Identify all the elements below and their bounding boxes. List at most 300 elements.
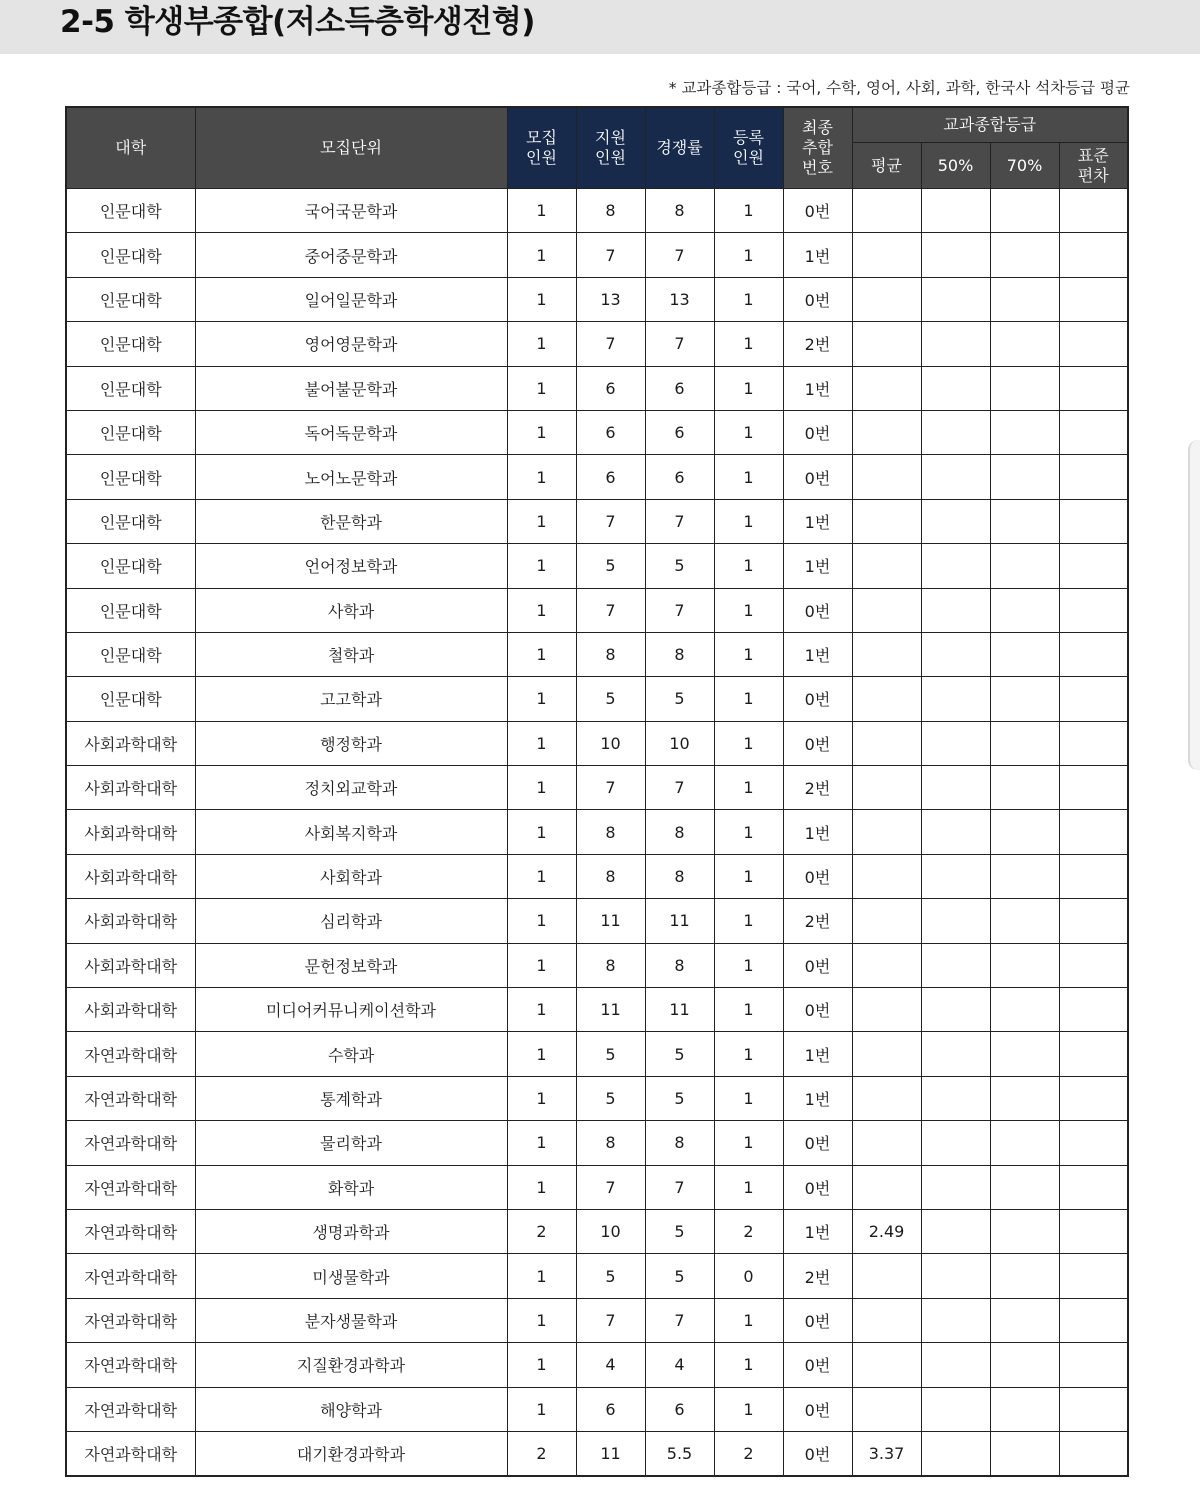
cell-ratio: 6 xyxy=(645,366,714,410)
cell-applicants: 7 xyxy=(576,588,645,632)
cell-quota: 1 xyxy=(507,1387,576,1431)
cell-unit: 미디어커뮤니케이션학과 xyxy=(195,988,507,1032)
cell-enrolled: 1 xyxy=(714,499,783,543)
cell-applicants: 8 xyxy=(576,810,645,854)
cell-enrolled: 1 xyxy=(714,677,783,721)
cell-p50 xyxy=(921,410,990,454)
scroll-handle[interactable] xyxy=(1188,440,1200,770)
cell-avg xyxy=(852,899,921,943)
cell-unit: 지질환경과학과 xyxy=(195,1343,507,1387)
cell-college: 사회과학대학 xyxy=(66,988,195,1032)
cell-final-rank: 0번 xyxy=(783,988,852,1032)
header-final-rank xyxy=(783,107,852,189)
cell-p70 xyxy=(990,632,1059,676)
cell-p50 xyxy=(921,1431,990,1476)
page-title: 2-5 학생부종합(저소득층학생전형) xyxy=(60,4,535,40)
cell-college: 인문대학 xyxy=(66,322,195,366)
cell-avg xyxy=(852,1165,921,1209)
cell-p70 xyxy=(990,366,1059,410)
cell-stdev xyxy=(1059,1254,1128,1298)
cell-ratio: 7 xyxy=(645,499,714,543)
cell-quota: 1 xyxy=(507,1298,576,1342)
cell-enrolled: 1 xyxy=(714,366,783,410)
table-row xyxy=(66,899,1128,943)
cell-ratio: 8 xyxy=(645,632,714,676)
cell-p50 xyxy=(921,810,990,854)
cell-applicants: 6 xyxy=(576,410,645,454)
cell-applicants: 7 xyxy=(576,499,645,543)
cell-stdev xyxy=(1059,499,1128,543)
cell-final-rank: 1번 xyxy=(783,1032,852,1076)
cell-quota: 1 xyxy=(507,1343,576,1387)
cell-p70 xyxy=(990,410,1059,454)
cell-stdev xyxy=(1059,632,1128,676)
header-stdev-text: 표준 편차 xyxy=(1077,145,1109,185)
cell-ratio: 4 xyxy=(645,1343,714,1387)
header-quota xyxy=(507,107,576,189)
cell-final-rank: 0번 xyxy=(783,189,852,233)
cell-p50 xyxy=(921,366,990,410)
table-row xyxy=(66,455,1128,499)
cell-p50 xyxy=(921,677,990,721)
cell-final-rank: 0번 xyxy=(783,677,852,721)
header-enrolled xyxy=(714,107,783,189)
cell-quota: 1 xyxy=(507,277,576,321)
cell-college: 자연과학대학 xyxy=(66,1076,195,1120)
cell-enrolled: 1 xyxy=(714,1032,783,1076)
cell-p70 xyxy=(990,322,1059,366)
table-row xyxy=(66,1343,1128,1387)
cell-stdev xyxy=(1059,721,1128,765)
title-bar xyxy=(0,0,1200,54)
cell-unit: 일어일문학과 xyxy=(195,277,507,321)
cell-ratio: 7 xyxy=(645,1298,714,1342)
cell-p50 xyxy=(921,1032,990,1076)
table-row xyxy=(66,322,1128,366)
cell-stdev xyxy=(1059,1165,1128,1209)
cell-enrolled: 1 xyxy=(714,189,783,233)
cell-applicants: 11 xyxy=(576,899,645,943)
cell-unit: 영어영문학과 xyxy=(195,322,507,366)
cell-applicants: 7 xyxy=(576,1165,645,1209)
cell-p70 xyxy=(990,1076,1059,1120)
cell-avg xyxy=(852,943,921,987)
cell-stdev xyxy=(1059,1387,1128,1431)
cell-p50 xyxy=(921,721,990,765)
cell-final-rank: 0번 xyxy=(783,721,852,765)
cell-p50 xyxy=(921,943,990,987)
cell-stdev xyxy=(1059,233,1128,277)
cell-avg xyxy=(852,410,921,454)
cell-quota: 1 xyxy=(507,544,576,588)
cell-final-rank: 0번 xyxy=(783,943,852,987)
cell-ratio: 7 xyxy=(645,766,714,810)
cell-stdev xyxy=(1059,1209,1128,1253)
cell-final-rank: 2번 xyxy=(783,766,852,810)
cell-unit: 미생물학과 xyxy=(195,1254,507,1298)
cell-unit: 생명과학과 xyxy=(195,1209,507,1253)
cell-enrolled: 1 xyxy=(714,455,783,499)
cell-ratio: 8 xyxy=(645,189,714,233)
cell-p70 xyxy=(990,766,1059,810)
cell-college: 자연과학대학 xyxy=(66,1298,195,1342)
cell-final-rank: 1번 xyxy=(783,233,852,277)
header-enrolled-text: 등록 인원 xyxy=(733,128,764,167)
cell-ratio: 7 xyxy=(645,1165,714,1209)
cell-p70 xyxy=(990,677,1059,721)
cell-p70 xyxy=(990,1298,1059,1342)
cell-quota: 1 xyxy=(507,810,576,854)
cell-quota: 2 xyxy=(507,1209,576,1253)
cell-unit: 정치외교학과 xyxy=(195,766,507,810)
table-row xyxy=(66,943,1128,987)
cell-stdev xyxy=(1059,988,1128,1032)
header-applicants xyxy=(576,107,645,189)
cell-final-rank: 1번 xyxy=(783,499,852,543)
cell-p70 xyxy=(990,1387,1059,1431)
cell-enrolled: 1 xyxy=(714,1165,783,1209)
cell-quota: 1 xyxy=(507,499,576,543)
cell-unit: 사학과 xyxy=(195,588,507,632)
cell-p50 xyxy=(921,1254,990,1298)
cell-ratio: 5 xyxy=(645,1209,714,1253)
cell-avg xyxy=(852,810,921,854)
table-body xyxy=(66,189,1128,1477)
header-stdev xyxy=(1059,143,1128,189)
cell-quota: 1 xyxy=(507,1254,576,1298)
cell-final-rank: 0번 xyxy=(783,1165,852,1209)
cell-unit: 수학과 xyxy=(195,1032,507,1076)
cell-college: 자연과학대학 xyxy=(66,1431,195,1476)
cell-ratio: 7 xyxy=(645,322,714,366)
cell-p70 xyxy=(990,189,1059,233)
cell-applicants: 4 xyxy=(576,1343,645,1387)
cell-p70 xyxy=(990,1032,1059,1076)
cell-unit: 사회학과 xyxy=(195,854,507,898)
table-row xyxy=(66,988,1128,1032)
cell-p50 xyxy=(921,544,990,588)
cell-quota: 1 xyxy=(507,189,576,233)
cell-college: 자연과학대학 xyxy=(66,1121,195,1165)
cell-avg: 3.37 xyxy=(852,1431,921,1476)
cell-college: 사회과학대학 xyxy=(66,810,195,854)
cell-avg xyxy=(852,233,921,277)
cell-avg xyxy=(852,322,921,366)
cell-avg xyxy=(852,1298,921,1342)
cell-avg xyxy=(852,677,921,721)
cell-avg xyxy=(852,1387,921,1431)
cell-applicants: 6 xyxy=(576,366,645,410)
cell-applicants: 5 xyxy=(576,544,645,588)
cell-applicants: 5 xyxy=(576,1032,645,1076)
cell-p50 xyxy=(921,1387,990,1431)
cell-ratio: 5 xyxy=(645,1254,714,1298)
cell-final-rank: 0번 xyxy=(783,410,852,454)
cell-avg xyxy=(852,277,921,321)
cell-enrolled: 1 xyxy=(714,277,783,321)
table-row xyxy=(66,766,1128,810)
cell-applicants: 11 xyxy=(576,988,645,1032)
cell-avg xyxy=(852,988,921,1032)
table-row xyxy=(66,677,1128,721)
cell-p50 xyxy=(921,588,990,632)
cell-ratio: 11 xyxy=(645,899,714,943)
cell-unit: 국어국문학과 xyxy=(195,189,507,233)
cell-college: 인문대학 xyxy=(66,588,195,632)
cell-stdev xyxy=(1059,189,1128,233)
cell-unit: 철학과 xyxy=(195,632,507,676)
cell-applicants: 8 xyxy=(576,943,645,987)
cell-ratio: 5 xyxy=(645,1076,714,1120)
cell-quota: 1 xyxy=(507,766,576,810)
cell-p50 xyxy=(921,899,990,943)
cell-unit: 통계학과 xyxy=(195,1076,507,1120)
cell-final-rank: 0번 xyxy=(783,277,852,321)
cell-p70 xyxy=(990,588,1059,632)
table-row xyxy=(66,1032,1128,1076)
cell-unit: 해양학과 xyxy=(195,1387,507,1431)
cell-applicants: 5 xyxy=(576,677,645,721)
cell-enrolled: 1 xyxy=(714,1387,783,1431)
cell-unit: 화학과 xyxy=(195,1165,507,1209)
cell-college: 사회과학대학 xyxy=(66,899,195,943)
table-row xyxy=(66,721,1128,765)
table-row xyxy=(66,588,1128,632)
cell-ratio: 7 xyxy=(645,233,714,277)
cell-ratio: 11 xyxy=(645,988,714,1032)
cell-quota: 1 xyxy=(507,632,576,676)
cell-p70 xyxy=(990,1431,1059,1476)
table-row xyxy=(66,632,1128,676)
cell-final-rank: 2번 xyxy=(783,1254,852,1298)
cell-applicants: 8 xyxy=(576,189,645,233)
cell-college: 인문대학 xyxy=(66,410,195,454)
cell-enrolled: 1 xyxy=(714,988,783,1032)
cell-stdev xyxy=(1059,677,1128,721)
cell-final-rank: 0번 xyxy=(783,1121,852,1165)
cell-applicants: 10 xyxy=(576,721,645,765)
header-grade-group: 교과종합등급 xyxy=(852,107,1128,143)
header-applicants-text: 지원 인원 xyxy=(595,128,626,167)
cell-final-rank: 0번 xyxy=(783,1343,852,1387)
cell-p50 xyxy=(921,988,990,1032)
cell-p50 xyxy=(921,277,990,321)
cell-quota: 1 xyxy=(507,1121,576,1165)
cell-quota: 1 xyxy=(507,721,576,765)
cell-unit: 대기환경과학과 xyxy=(195,1431,507,1476)
cell-avg xyxy=(852,1121,921,1165)
table-row xyxy=(66,1209,1128,1253)
cell-enrolled: 1 xyxy=(714,632,783,676)
cell-avg xyxy=(852,366,921,410)
cell-quota: 2 xyxy=(507,1431,576,1476)
cell-final-rank: 1번 xyxy=(783,1209,852,1253)
cell-final-rank: 0번 xyxy=(783,588,852,632)
cell-ratio: 8 xyxy=(645,810,714,854)
cell-avg xyxy=(852,455,921,499)
cell-stdev xyxy=(1059,410,1128,454)
cell-avg: 2.49 xyxy=(852,1209,921,1253)
cell-ratio: 5.5 xyxy=(645,1431,714,1476)
cell-college: 인문대학 xyxy=(66,366,195,410)
cell-college: 사회과학대학 xyxy=(66,854,195,898)
cell-stdev xyxy=(1059,899,1128,943)
cell-unit: 문헌정보학과 xyxy=(195,943,507,987)
table-row xyxy=(66,854,1128,898)
cell-applicants: 5 xyxy=(576,1254,645,1298)
cell-final-rank: 2번 xyxy=(783,899,852,943)
cell-avg xyxy=(852,544,921,588)
cell-ratio: 10 xyxy=(645,721,714,765)
cell-college: 자연과학대학 xyxy=(66,1032,195,1076)
table-row xyxy=(66,1431,1128,1476)
cell-applicants: 7 xyxy=(576,766,645,810)
cell-enrolled: 1 xyxy=(714,943,783,987)
cell-applicants: 7 xyxy=(576,322,645,366)
cell-p70 xyxy=(990,455,1059,499)
cell-p70 xyxy=(990,1254,1059,1298)
cell-p50 xyxy=(921,1165,990,1209)
cell-enrolled: 1 xyxy=(714,810,783,854)
table-row xyxy=(66,1076,1128,1120)
cell-avg xyxy=(852,632,921,676)
table-row xyxy=(66,1165,1128,1209)
cell-applicants: 8 xyxy=(576,632,645,676)
cell-stdev xyxy=(1059,854,1128,898)
cell-stdev xyxy=(1059,455,1128,499)
cell-ratio: 8 xyxy=(645,854,714,898)
cell-unit: 사회복지학과 xyxy=(195,810,507,854)
cell-avg xyxy=(852,1343,921,1387)
cell-enrolled: 0 xyxy=(714,1254,783,1298)
cell-p50 xyxy=(921,233,990,277)
table-row xyxy=(66,544,1128,588)
cell-p70 xyxy=(990,277,1059,321)
cell-p70 xyxy=(990,233,1059,277)
cell-quota: 1 xyxy=(507,1165,576,1209)
cell-unit: 고고학과 xyxy=(195,677,507,721)
cell-ratio: 7 xyxy=(645,588,714,632)
cell-p50 xyxy=(921,1076,990,1120)
cell-p50 xyxy=(921,854,990,898)
table-row xyxy=(66,277,1128,321)
header-final-rank-text: 최종 추합 번호 xyxy=(802,118,833,177)
cell-p50 xyxy=(921,1121,990,1165)
cell-stdev xyxy=(1059,1032,1128,1076)
cell-stdev xyxy=(1059,322,1128,366)
cell-p50 xyxy=(921,1209,990,1253)
cell-avg xyxy=(852,1254,921,1298)
cell-college: 인문대학 xyxy=(66,277,195,321)
cell-enrolled: 1 xyxy=(714,410,783,454)
cell-college: 사회과학대학 xyxy=(66,721,195,765)
cell-stdev xyxy=(1059,1431,1128,1476)
cell-unit: 노어노문학과 xyxy=(195,455,507,499)
cell-quota: 1 xyxy=(507,1032,576,1076)
cell-p70 xyxy=(990,988,1059,1032)
cell-ratio: 5 xyxy=(645,544,714,588)
cell-unit: 독어독문학과 xyxy=(195,410,507,454)
cell-stdev xyxy=(1059,277,1128,321)
cell-college: 자연과학대학 xyxy=(66,1387,195,1431)
cell-college: 자연과학대학 xyxy=(66,1254,195,1298)
cell-enrolled: 1 xyxy=(714,1121,783,1165)
header-ratio: 경쟁률 xyxy=(645,107,714,189)
cell-avg xyxy=(852,499,921,543)
table-row xyxy=(66,189,1128,233)
cell-avg xyxy=(852,854,921,898)
cell-quota: 1 xyxy=(507,322,576,366)
cell-p70 xyxy=(990,943,1059,987)
cell-avg xyxy=(852,1076,921,1120)
cell-college: 인문대학 xyxy=(66,233,195,277)
cell-avg xyxy=(852,766,921,810)
table-row xyxy=(66,1254,1128,1298)
cell-applicants: 7 xyxy=(576,233,645,277)
cell-quota: 1 xyxy=(507,366,576,410)
cell-p50 xyxy=(921,322,990,366)
grade-note: * 교과종합등급 : 국어, 수학, 영어, 사회, 과학, 한국사 석차등급 평균 xyxy=(668,79,1130,97)
table-row xyxy=(66,499,1128,543)
cell-p50 xyxy=(921,1343,990,1387)
table-row xyxy=(66,1121,1128,1165)
cell-p70 xyxy=(990,544,1059,588)
cell-college: 사회과학대학 xyxy=(66,766,195,810)
cell-quota: 1 xyxy=(507,233,576,277)
cell-ratio: 13 xyxy=(645,277,714,321)
cell-final-rank: 1번 xyxy=(783,810,852,854)
cell-ratio: 6 xyxy=(645,1387,714,1431)
header-avg: 평균 xyxy=(852,143,921,189)
cell-unit: 심리학과 xyxy=(195,899,507,943)
cell-p50 xyxy=(921,499,990,543)
cell-avg xyxy=(852,189,921,233)
cell-p50 xyxy=(921,455,990,499)
cell-avg xyxy=(852,721,921,765)
cell-applicants: 11 xyxy=(576,1431,645,1476)
cell-stdev xyxy=(1059,810,1128,854)
cell-ratio: 5 xyxy=(645,1032,714,1076)
cell-p70 xyxy=(990,1209,1059,1253)
cell-enrolled: 1 xyxy=(714,854,783,898)
cell-enrolled: 1 xyxy=(714,1343,783,1387)
cell-college: 인문대학 xyxy=(66,544,195,588)
cell-applicants: 6 xyxy=(576,455,645,499)
cell-enrolled: 1 xyxy=(714,1298,783,1342)
cell-stdev xyxy=(1059,943,1128,987)
table-row xyxy=(66,1387,1128,1431)
cell-ratio: 5 xyxy=(645,677,714,721)
cell-final-rank: 2번 xyxy=(783,322,852,366)
cell-stdev xyxy=(1059,588,1128,632)
cell-enrolled: 1 xyxy=(714,721,783,765)
cell-stdev xyxy=(1059,1298,1128,1342)
cell-unit: 언어정보학과 xyxy=(195,544,507,588)
cell-stdev xyxy=(1059,1076,1128,1120)
cell-enrolled: 1 xyxy=(714,766,783,810)
cell-applicants: 5 xyxy=(576,1076,645,1120)
header-quota-text: 모집 인원 xyxy=(526,128,557,167)
cell-college: 인문대학 xyxy=(66,632,195,676)
cell-p70 xyxy=(990,499,1059,543)
cell-final-rank: 1번 xyxy=(783,544,852,588)
cell-college: 사회과학대학 xyxy=(66,943,195,987)
cell-college: 자연과학대학 xyxy=(66,1343,195,1387)
cell-p50 xyxy=(921,189,990,233)
cell-quota: 1 xyxy=(507,988,576,1032)
cell-stdev xyxy=(1059,1121,1128,1165)
cell-enrolled: 1 xyxy=(714,544,783,588)
